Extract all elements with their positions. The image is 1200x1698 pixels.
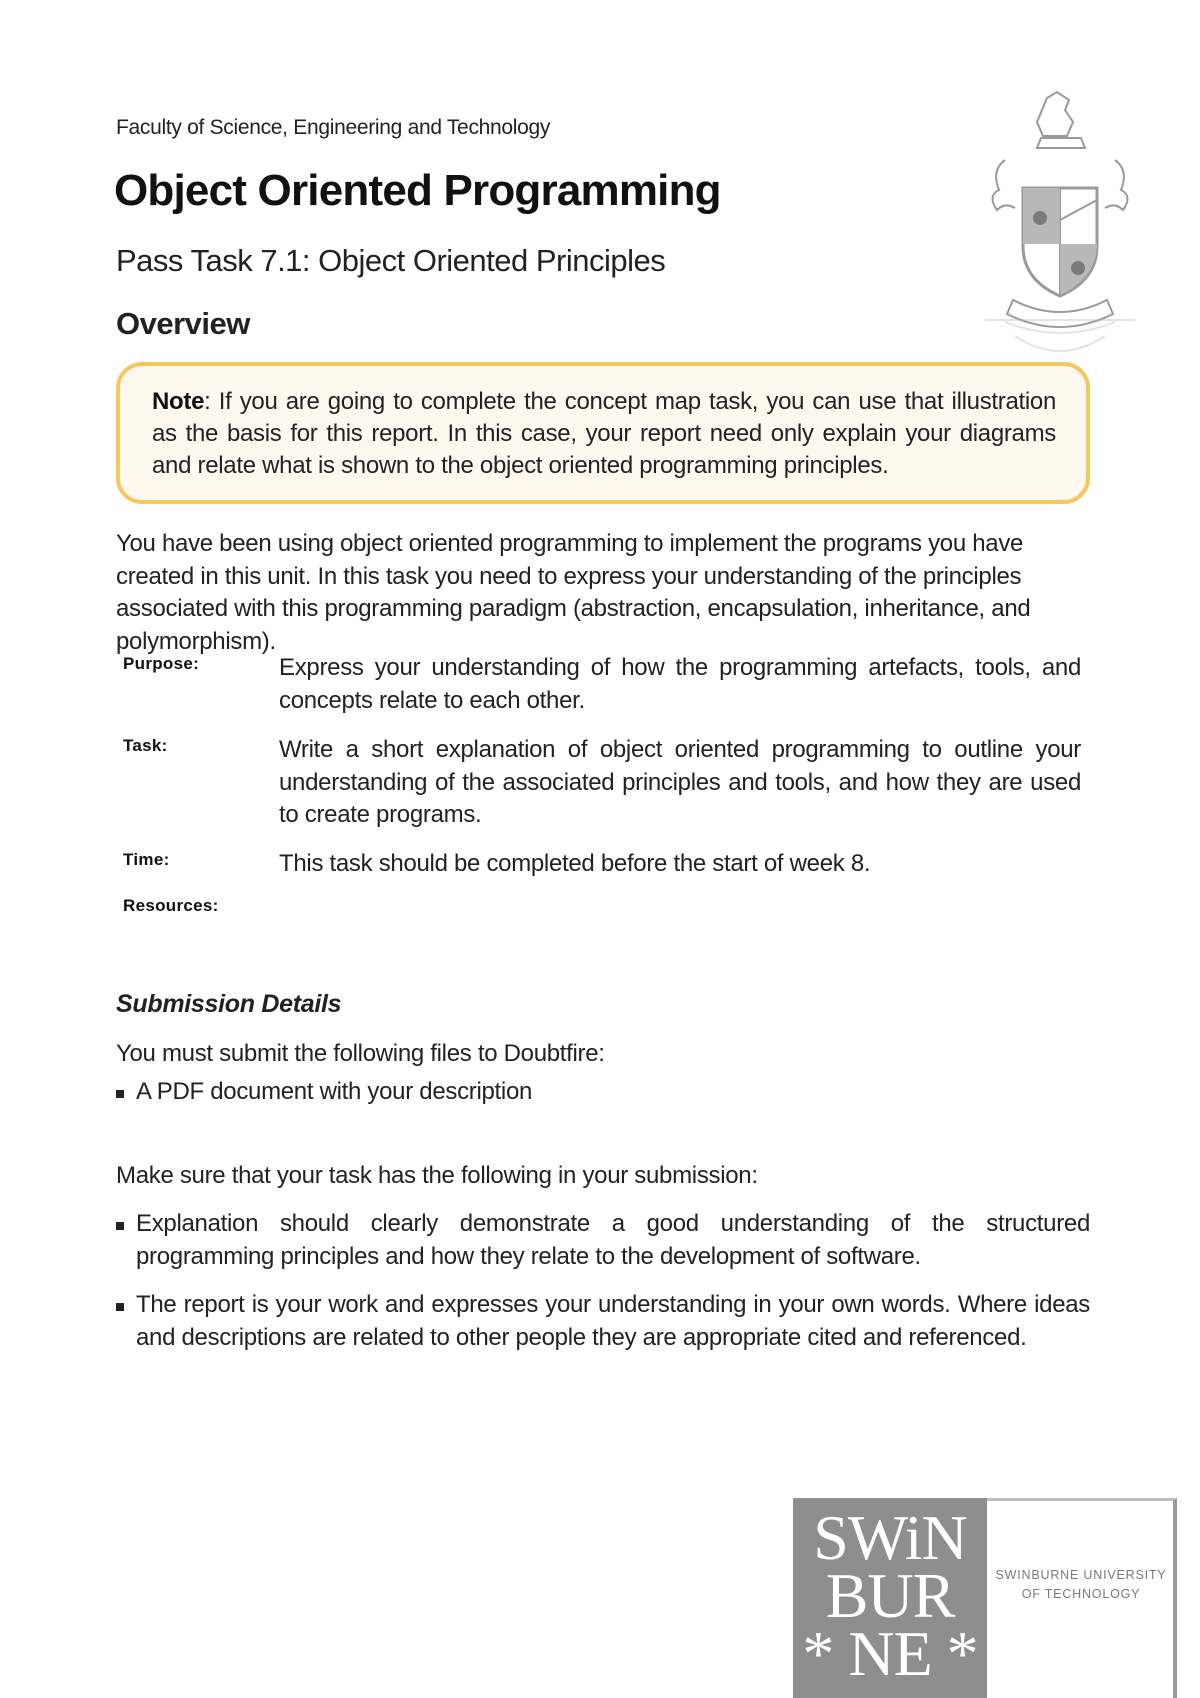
note-label: Note: [152, 388, 205, 415]
task-info-table: [123, 652, 1083, 936]
info-row-task: [123, 734, 1083, 848]
note-body: : If you are going to complete the concept map task, you can use that illustration as the basis for this report. In this case, your report need only explain your diagrams and relate what is shown to the object oriented programming principles.: [152, 388, 1056, 479]
info-row-resources: [123, 896, 1083, 936]
list-item-text: Explanation should clearly demonstrate a good understanding of the structured programming principles and how they relate to the development of software.: [136, 1210, 1090, 1270]
info-label: Resources:: [123, 896, 219, 915]
submission-heading: Submission Details: [116, 990, 342, 1018]
logo-line-1: SWiN: [813, 1502, 967, 1573]
info-label: Task:: [123, 736, 168, 755]
logo-line-2: BUR: [825, 1560, 955, 1631]
list-item-text: A PDF document with your description: [136, 1078, 533, 1105]
info-value: Express your understanding of how the programming artefacts, tools, and concepts relate to each other.: [279, 654, 1081, 714]
info-label: Time:: [123, 850, 170, 869]
logo-wordmark-block: [793, 1498, 987, 1698]
university-name-line-2: OF TECHNOLOGY: [1021, 1587, 1141, 1601]
swinburne-logo: [793, 1498, 1183, 1698]
bullet-square-icon: [116, 1222, 124, 1230]
note-callout: [116, 362, 1090, 504]
info-value: Write a short explanation of object oriented programming to outline your understanding of the associated principles and tools, and how they are used to create programs.: [279, 736, 1081, 828]
info-label: Purpose:: [123, 654, 200, 673]
overview-heading: Overview: [116, 306, 250, 341]
info-row-purpose: [123, 652, 1083, 734]
bullet-square-icon: [116, 1090, 124, 1098]
submission-intro: You must submit the following files to Doubtfire:: [116, 1040, 605, 1067]
logo-line-3: * NE *: [802, 1618, 978, 1689]
university-name-line-1: SWINBURNE UNIVERSITY: [995, 1568, 1167, 1582]
info-value: This task should be completed before the start of week 8.: [279, 850, 871, 877]
list-item: [116, 1289, 1090, 1354]
note-text: [152, 386, 1056, 482]
list-item-text: The report is your work and expresses your understanding in your own words. Where ideas and descriptions are related to other people they are appropriate cited and referenced.: [136, 1291, 1090, 1351]
submission-checklist: [116, 1208, 1090, 1370]
checklist-intro: Make sure that your task has the following in your submission:: [116, 1162, 758, 1189]
list-item: [116, 1076, 1090, 1109]
task-title: Pass Task 7.1: Object Oriented Principles: [116, 243, 666, 278]
course-title: Object Oriented Programming: [114, 166, 721, 215]
list-item: [116, 1208, 1090, 1273]
bullet-square-icon: [116, 1303, 124, 1311]
intro-paragraph: You have been using object oriented programming to implement the programs you have created in this unit. In this task you need to express your understanding of the principles associated with this programming paradigm (abstraction, encapsulation, inheritance, and polymorphism).: [116, 530, 1031, 655]
university-crest-icon: [985, 90, 1135, 355]
faculty-name: Faculty of Science, Engineering and Technology: [116, 116, 551, 139]
info-row-time: [123, 848, 1083, 896]
university-name: [991, 1566, 1171, 1604]
submission-file-list: [116, 1076, 1090, 1125]
